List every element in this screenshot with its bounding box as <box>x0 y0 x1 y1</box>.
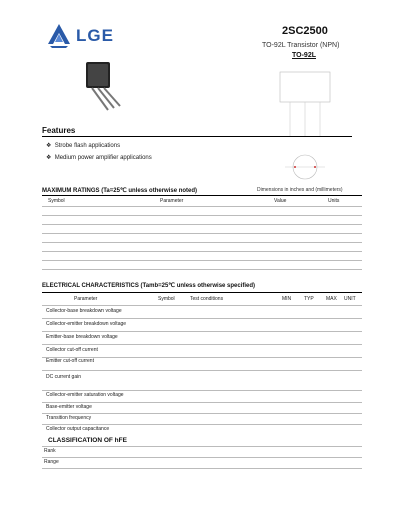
features-list <box>46 142 152 161</box>
table-row: Base-emitter voltage <box>46 404 92 410</box>
table-row: Collector-base breakdown voltage <box>46 308 122 314</box>
col-value: Value <box>274 198 287 204</box>
col-symbol: Symbol <box>48 198 65 204</box>
bullet-icon: ❖ <box>46 143 55 149</box>
part-number: 2SC2500 <box>282 25 328 37</box>
list-item: ❖ Medium power amplifier applications <box>46 155 152 161</box>
list-item: ❖ Strobe flash applications <box>46 143 121 149</box>
classification-table <box>42 446 362 472</box>
col-parameter: Parameter <box>160 198 184 204</box>
package-label: TO-92L <box>292 52 316 59</box>
table-row: Range <box>44 459 59 465</box>
table-row: Rank <box>44 448 56 454</box>
transistor-image <box>78 58 138 118</box>
col-min: MIN <box>282 296 292 302</box>
table-row: Emitter-base breakdown voltage <box>46 334 118 340</box>
classification-title: CLASSIFICATION OF hFE <box>48 437 127 444</box>
table-row: Collector-emitter saturation voltage <box>46 392 124 398</box>
bullet-icon: ❖ <box>46 155 55 161</box>
table-row: DC current gain <box>46 374 82 380</box>
logo-mark-icon <box>46 22 72 48</box>
brand-name: LGE <box>76 26 114 45</box>
max-ratings-top-rule <box>42 195 362 196</box>
dimensions-note: Dimensions in inches and (millimeters) <box>257 187 343 193</box>
table-row: Collector cut-off current <box>46 347 98 353</box>
col-symbol: Symbol <box>158 296 175 302</box>
max-ratings-table <box>42 197 362 275</box>
logo <box>46 22 118 48</box>
col-units: Units <box>328 198 340 204</box>
col-parameter: Parameter <box>74 296 98 302</box>
table-row: Collector-emitter breakdown voltage <box>46 321 127 327</box>
subtitle: TO-92L Transistor (NPN) <box>262 42 340 49</box>
features-title: Features <box>42 126 76 135</box>
col-typ: TYP <box>304 296 314 302</box>
col-max: MAX <box>326 296 337 302</box>
electrical-top-rule <box>42 292 362 293</box>
package-outline-drawing <box>255 62 365 192</box>
table-row: Transition frequency <box>46 415 92 421</box>
electrical-title: ELECTRICAL CHARACTERISTICS (Tamb=25℃ unless otherwise specified) <box>42 283 256 289</box>
max-ratings-title: MAXIMUM RATINGS (Ta=25℃ unless otherwise noted) <box>42 188 198 194</box>
features-divider <box>42 136 352 137</box>
electrical-table <box>42 294 362 434</box>
col-unit: UNIT <box>344 296 356 302</box>
table-row: Collector output capacitance <box>46 426 110 432</box>
col-test-conditions: Test conditions <box>190 296 224 302</box>
table-row: Emitter cut-off current <box>46 358 94 364</box>
